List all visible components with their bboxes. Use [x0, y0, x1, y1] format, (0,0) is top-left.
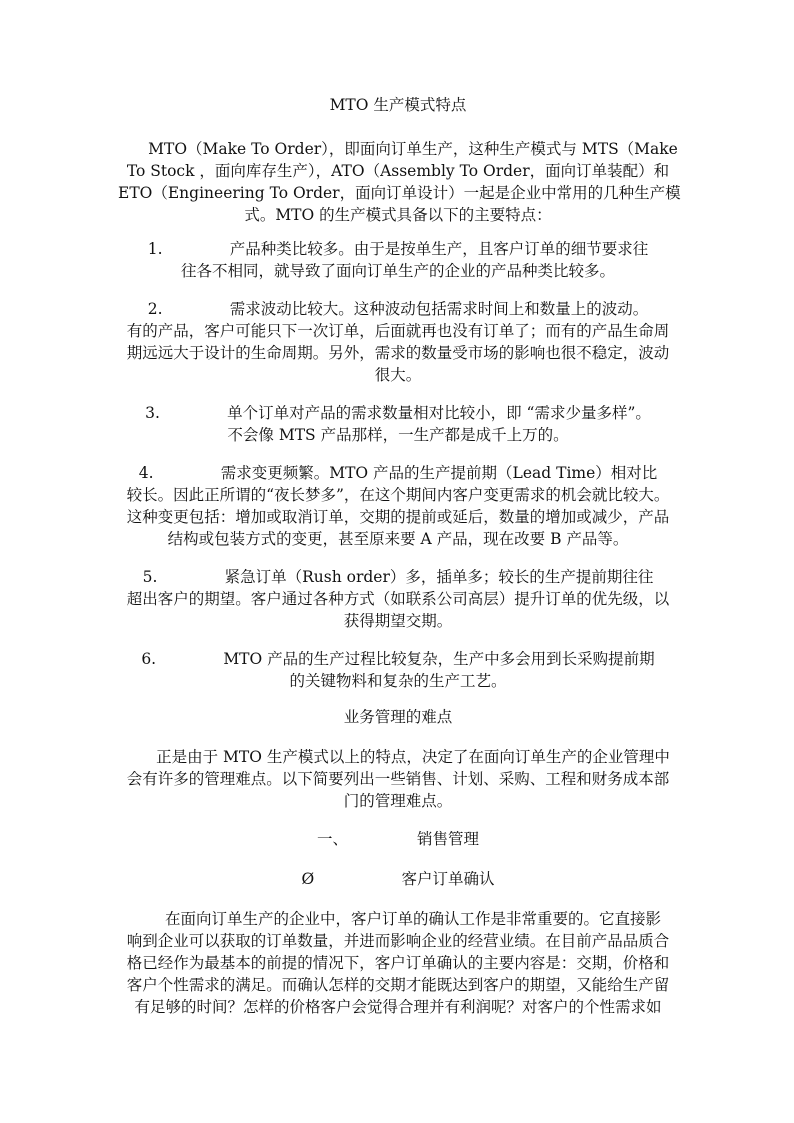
closing-paragraph — [118, 908, 678, 1018]
point-line: 超出客户的期望。客户通过各种方式（如联系公司高层）提升订单的优先级，以 — [126, 590, 670, 608]
point-2 — [118, 298, 678, 386]
point-line: 的关键物料和复杂的生产工艺。 — [289, 672, 507, 690]
closing-line: 在面向订单生产的企业中，客户订单的确认工作是非常重要的。它直接影 — [164, 910, 661, 928]
point-number: 5. — [142, 568, 158, 586]
point-4 — [118, 462, 678, 550]
point-line: 很大。 — [374, 366, 422, 384]
point-1 — [118, 238, 678, 282]
point-line: 紧急订单（Rush order）多，插单多；较长的生产提前期往往 — [224, 568, 654, 586]
sub-heading-text: 销售管理 — [416, 830, 479, 848]
point-number: 2. — [147, 300, 163, 318]
point-line: 结构或包装方式的变更，甚至原来要 A 产品，现在改要 B 产品等。 — [167, 530, 629, 548]
point-6 — [118, 648, 678, 692]
closing-line: 响到企业可以获取的订单数量，并进而影响企业的经营业绩。在目前产品品质合 — [126, 932, 670, 950]
closing-line: 有足够的时间？怎样的价格客户会觉得合理并有利润呢？对客户的个性需求如 — [134, 998, 662, 1016]
bullet-heading-text: 客户订单确认 — [401, 870, 495, 888]
point-5 — [118, 566, 678, 632]
closing-line: 格已经作为最基本的前提的情况下，客户订单确认的主要内容是：交期，价格和 — [126, 954, 670, 972]
point-number: 1. — [147, 240, 163, 258]
closing-line: 客户个性需求的满足。而确认怎样的交期才能既达到客户的期望，又能给生产留 — [126, 976, 670, 994]
point-line: 需求波动比较大。这种波动包括需求时间上和数量上的波动。 — [229, 300, 649, 318]
sub-heading-number: 一、 — [316, 830, 348, 848]
point-number: 3. — [145, 404, 160, 422]
point-line: 期远远大于设计的生命周期。另外，需求的数量受市场的影响也很不稳定，波动 — [126, 344, 670, 362]
bullet-heading — [118, 868, 678, 890]
bullet-symbol: Ø — [301, 870, 315, 888]
section-intro-line: 正是由于 MTO 生产模式以上的特点，决定了在面向订单生产的企业管理中 — [156, 748, 670, 766]
point-number: 4. — [138, 464, 154, 482]
intro-line: MTO（Make To Order），即面向订单生产，这种生产模式与 MTS（Make — [148, 140, 678, 158]
section-title: 业务管理的难点 — [343, 708, 453, 726]
sub-heading — [118, 828, 678, 850]
section-intro-line: 会有许多的管理难点。以下简要列出一些销售、计划、采购、工程和财务成本部 — [126, 770, 670, 788]
document-title: MTO 生产模式特点 — [329, 96, 467, 114]
point-line: 这种变更包括：增加或取消订单，交期的提前或延后，数量的增加或减少，产品 — [126, 508, 670, 526]
intro-line: 式。MTO 的生产模式具备以下的主要特点： — [244, 206, 552, 224]
point-line: 不会像 MTS 产品那样，一生产都是成千上万的。 — [227, 426, 569, 444]
point-line: 产品种类比较多。由于是按单生产，且客户订单的细节要求往 — [229, 240, 649, 258]
point-line: 获得期望交期。 — [343, 612, 453, 630]
point-number: 6. — [141, 650, 157, 668]
intro-line: ETO（Engineering To Order，面向订单设计）一起是企业中常用的几种生产模 — [118, 184, 681, 202]
section-intro-paragraph — [118, 746, 678, 812]
point-3 — [118, 402, 678, 446]
point-line: 往各不相同，就导致了面向订单生产的企业的产品种类比较多。 — [180, 262, 615, 280]
intro-line: To Stock ，面向库存生产），ATO（Assembly To Order，面向订单装配）和 — [126, 162, 670, 180]
point-line: 需求变更频繁。MTO 产品的生产提前期（Lead Time）相对比 — [220, 464, 658, 482]
intro-paragraph — [118, 138, 681, 226]
point-line: 有的产品，客户可能只下一次订单，后面就再也没有订单了；而有的产品生命周 — [126, 322, 670, 340]
point-line: 较长。因此正所谓的“夜长梦多”，在这个期间内客户变更需求的机会就比较大。 — [126, 486, 670, 504]
point-line: 单个订单对产品的需求数量相对比较小，即 “需求少量多样”。 — [227, 404, 651, 422]
section-intro-line: 门的管理难点。 — [343, 792, 453, 810]
point-line: MTO 产品的生产过程比较复杂，生产中多会用到长采购提前期 — [223, 650, 655, 668]
